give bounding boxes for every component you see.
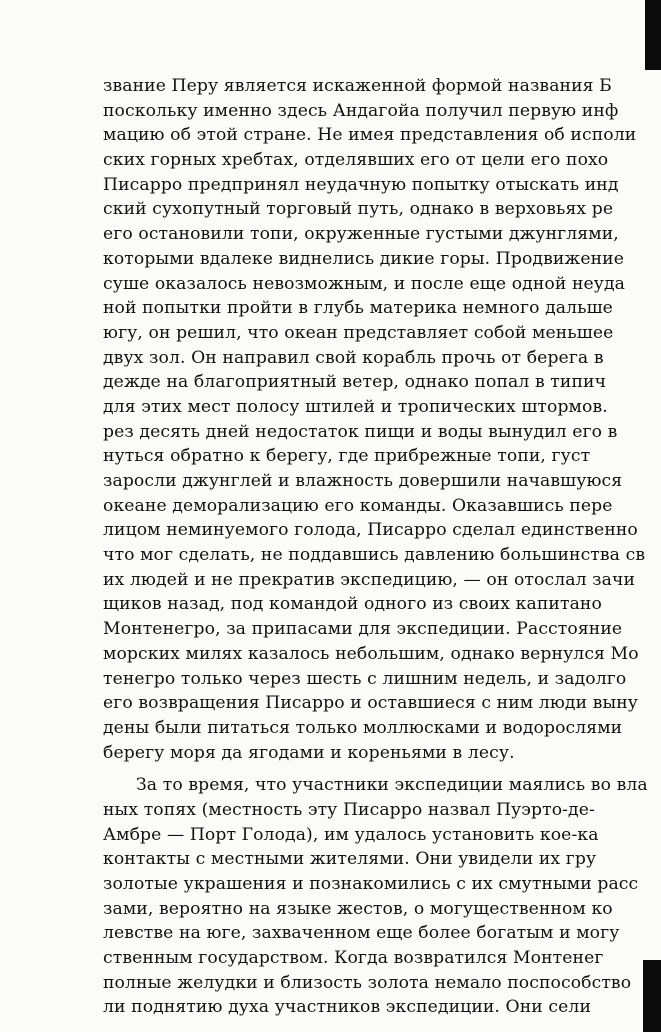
text-line: поскольку именно здесь Андагойа получил первую инф: [103, 100, 619, 121]
text-line: дежде на благоприятный ветер, однако попал в типич: [103, 372, 607, 393]
text-line: левстве на юге, захваченном еще более богатым и могу: [103, 923, 620, 944]
text-line: югу, он решил, что океан представляет собой меньшее: [103, 322, 614, 343]
text-line: дены были питаться только моллюсками и водорослями: [103, 717, 623, 738]
text-line: контакты с местными жителями. Они увидели их гру: [103, 849, 597, 870]
text-line: Писарро предпринял неудачную попытку отыскать инд: [103, 174, 619, 195]
text-line: тенегро только через шесть с лишним недель, и задолго: [103, 668, 627, 689]
text-line: Амбре — Порт Голода), им удалось установить кое-ка: [103, 824, 599, 845]
text-line: суше оказалось невозможным, и после еще одной неуда: [103, 273, 626, 294]
text-line: двух зол. Он направил свой корабль прочь от берега в: [103, 347, 604, 368]
text-line: ли поднятию духа участников экспедиции. Они сели: [103, 997, 591, 1018]
page-edge-shadow-top: [645, 0, 661, 70]
text-line: берегу моря да ягодами и кореньями в лесу.: [103, 742, 515, 763]
text-line: нуться обратно к берегу, где прибрежные топи, густ: [103, 446, 591, 467]
text-line: ственным государством. Когда возвратился Монтенег: [103, 948, 604, 969]
text-line: для этих мест полосу штилей и тропических штормов.: [103, 396, 608, 417]
text-line: мацию об этой стране. Не имея представления об исполи: [103, 125, 637, 146]
text-line: Монтенегро, за припасами для экспедиции. Расстояние: [103, 619, 623, 640]
paragraph-2: [103, 773, 661, 1020]
text-line: которыми вдалеке виднелись дикие горы. Продвижение: [103, 248, 625, 269]
text-line: его остановили топи, окруженные густыми джунглями,: [103, 224, 619, 245]
text-line: ских горных хребтах, отделявших его от цели его похо: [103, 150, 609, 171]
text-line: морских милях казалось небольшим, однако вернулся Мо: [103, 643, 639, 664]
paragraph-gap: [103, 765, 661, 773]
text-line: его возвращения Писарро и оставшиеся с ним люди выну: [103, 693, 639, 714]
text-line: зами, вероятно на языке жестов, о могущественном ко: [103, 898, 613, 919]
text-line: океане деморализацию его команды. Оказавшись пере: [103, 495, 613, 516]
text-line: золотые украшения и познакомились с их смутными расс: [103, 874, 639, 894]
text-line: рез десять дней недостаток пищи и воды вынудил его в: [103, 421, 618, 442]
text-line: заросли джунглей и влажность довершили начавшуюся: [103, 471, 623, 491]
text-line: полные желудки и близость золота немало поспособство: [103, 972, 632, 993]
paragraph-1: [103, 74, 661, 765]
text-block: [103, 74, 661, 1020]
text-line: щиков назад, под командой одного из своих капитано: [103, 594, 602, 615]
text-line: что мог сделать, не поддавшись давлению большинства св: [103, 545, 646, 566]
text-line: их людей и не прекратив экспедицию, — он отослал зачи: [103, 569, 635, 590]
text-line: лицом неминуемого голода, Писарро сделал единственно: [103, 520, 638, 541]
text-line: ский сухопутный торговый путь, однако в верховьях ре: [103, 199, 614, 220]
text-line: ных топях (местность эту Писарро назвал Пуэрто-де-: [103, 799, 595, 820]
text-line: ной попытки пройти в глубь материка немного дальше: [103, 298, 613, 319]
text-line: звание Перу является искаженной формой названия Б: [103, 76, 612, 96]
text-line: За то время, что участники экспедиции маялись во вла: [136, 775, 648, 796]
